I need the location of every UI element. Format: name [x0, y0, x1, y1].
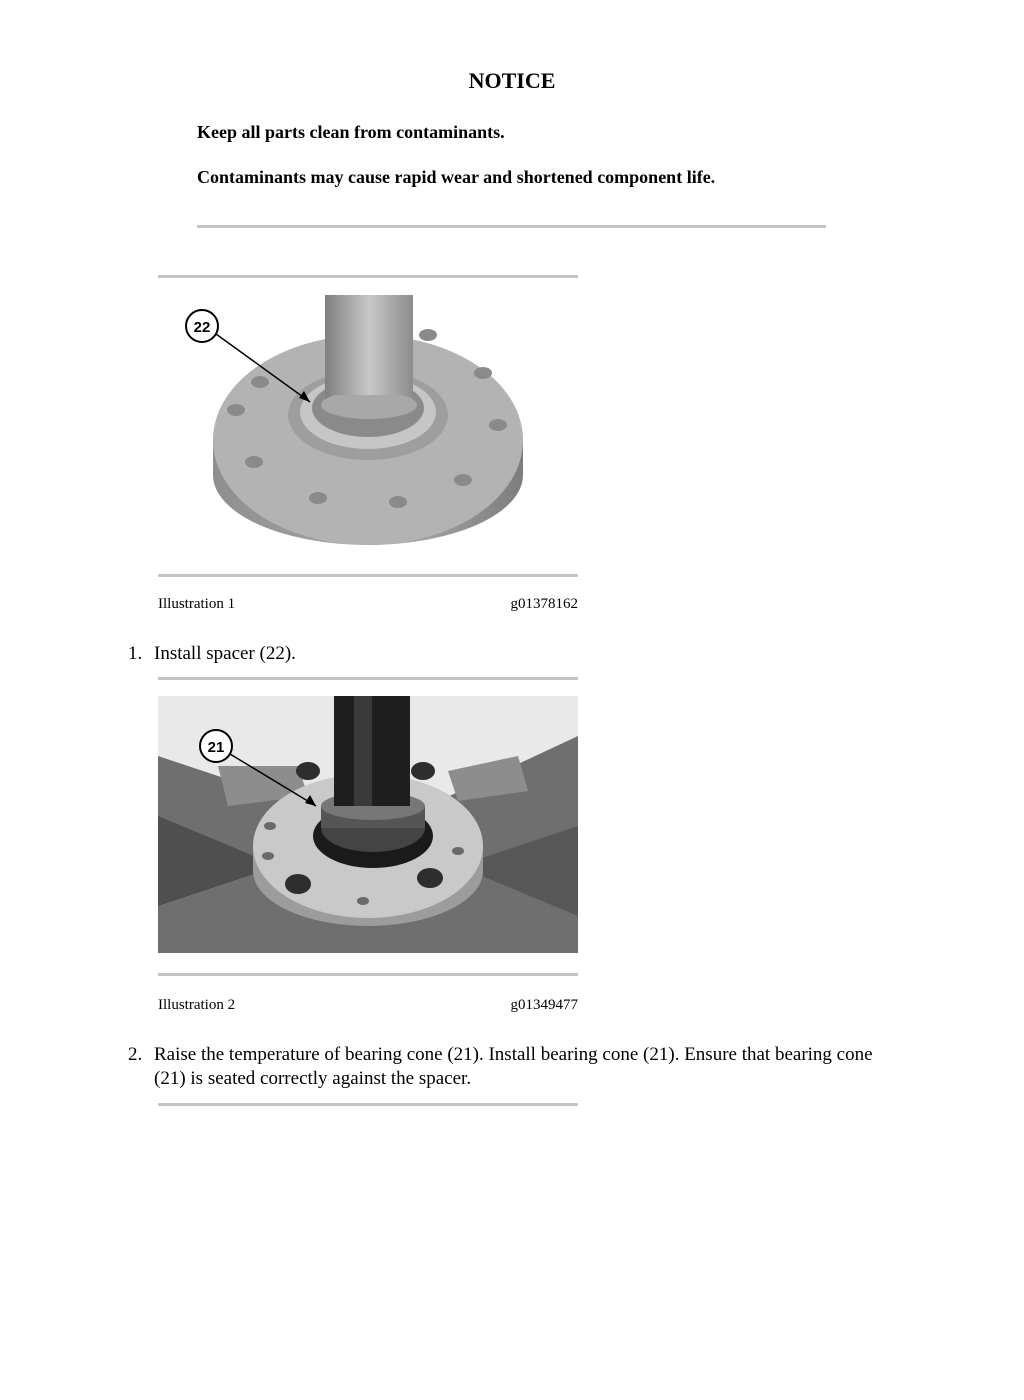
figure3-top-rule: [158, 1103, 578, 1106]
figure1-top-rule: [158, 275, 578, 278]
figure2-graphic-id: g01349477: [510, 997, 578, 1013]
figure2-caption: Illustration 2: [158, 997, 236, 1013]
bearing-cone-photo: [158, 696, 578, 953]
notice-text-1: Keep all parts clean from contaminants.: [197, 122, 505, 142]
figure1-caption: Illustration 1: [158, 596, 236, 612]
spacer-illustration: [158, 290, 578, 560]
figure2-callout: 21: [207, 739, 225, 756]
figure1-graphic-id: g01378162: [510, 596, 578, 612]
notice-text-2: Contaminants may cause rapid wear and shortened component life.: [197, 167, 716, 187]
step-2-text: Raise the temperature of bearing cone (21). Install bearing cone (21). Ensure that bearing cone (21) is seated correctly against the spacer.: [154, 1044, 873, 1089]
notice-divider: [197, 225, 826, 228]
figure2-top-rule: [158, 677, 578, 680]
figure1-bottom-rule: [158, 574, 578, 577]
step-1-number: 1.: [128, 643, 143, 664]
figure1-callout: 22: [193, 319, 211, 336]
notice-title: NOTICE: [468, 68, 556, 93]
step-2-number: 2.: [128, 1044, 143, 1065]
figure2-bottom-rule: [158, 973, 578, 976]
step-1-text: Install spacer (22).: [154, 643, 296, 664]
